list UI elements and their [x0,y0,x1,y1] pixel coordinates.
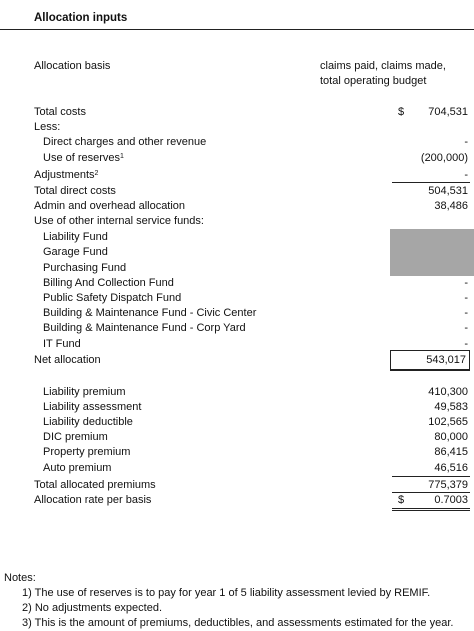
note-2: 2) No adjustments expected. [22,602,163,614]
allocation-basis-value-1: claims paid, claims made, [320,60,446,72]
allocation-rate-label: Allocation rate per basis [34,494,152,506]
dic-premium-value: 80,000 [434,431,468,443]
total-premiums-value: 775,379 [428,479,468,491]
bm-civic-label: Building & Maintenance Fund - Civic Center [43,307,257,319]
garage-fund-label: Garage Fund [43,246,108,258]
rate-top-line [392,492,470,493]
allocation-rate-currency: $ [398,494,405,506]
bm-corp-label: Building & Maintenance Fund - Corp Yard [43,322,246,334]
allocation-basis-label: Allocation basis [34,60,111,72]
billing-fund-label: Billing And Collection Fund [43,277,174,289]
allocation-rate-value: 0.7003 [434,494,468,506]
other-isf-label: Use of other internal service funds: [34,215,204,227]
use-of-reserves-label [43,152,124,165]
premiums-subtotal-line [392,476,470,477]
admin-overhead-label: Admin and overhead allocation [34,200,186,212]
direct-charges-value: - [464,136,468,148]
liability-deductible-label: Liability deductible [43,416,133,428]
title-divider [0,29,474,30]
dispatch-fund-label: Public Safety Dispatch Fund [43,292,182,304]
direct-charges-label: Direct charges and other revenue [43,136,207,148]
property-premium-label: Property premium [43,446,131,458]
dispatch-fund-value: - [464,292,468,304]
liability-assessment-value: 49,583 [434,401,468,413]
bm-civic-value: - [464,307,468,319]
total-direct-costs-value: 504,531 [428,185,468,197]
total-costs-value: 704,531 [428,106,468,118]
less-label: Less: [34,121,61,133]
it-fund-label: IT Fund [43,338,81,350]
note-3: 3) This is the amount of premiums, deductibles, and assessments estimated for the year. [22,617,454,629]
total-premiums-label: Total allocated premiums [34,479,156,491]
adjustments-text: Adjustments [34,169,95,181]
use-of-reserves-text: Use of reserves [43,152,121,164]
liability-fund-label: Liability Fund [43,231,108,243]
notes-heading: Notes: [4,572,36,584]
bm-corp-value: - [464,322,468,334]
auto-premium-label: Auto premium [43,462,112,474]
it-fund-value: - [464,338,468,350]
footnote-2-marker: 2 [94,170,99,177]
total-direct-costs-label: Total direct costs [34,185,116,197]
total-costs-currency: $ [398,106,405,118]
adjustments-label [34,169,98,182]
adjustments-value: - [464,169,468,181]
page-title: Allocation inputs [34,12,128,24]
liability-premium-value: 410,300 [428,386,468,398]
allocation-basis-value-2: total operating budget [320,75,427,87]
admin-overhead-value: 38,486 [434,200,468,212]
total-costs-label: Total costs [34,106,86,118]
subtotal-line [392,182,470,183]
net-allocation-box [390,350,470,371]
net-allocation-value: 543,017 [426,354,466,366]
footnote-1-marker: 1 [120,153,124,160]
purchasing-fund-label: Purchasing Fund [43,262,127,274]
liability-premium-label: Liability premium [43,386,126,398]
dic-premium-label: DIC premium [43,431,108,443]
auto-premium-value: 46,516 [434,462,468,474]
use-of-reserves-value: (200,000) [420,152,468,164]
net-allocation-label: Net allocation [34,354,101,366]
property-premium-value: 86,415 [434,446,468,458]
billing-fund-value: - [464,277,468,289]
rate-double-underline [392,508,470,511]
note-1: 1) The use of reserves is to pay for year 1 of 5 liability assessment levied by REMIF. [22,587,431,599]
shaded-cells [390,229,474,276]
liability-assessment-label: Liability assessment [43,401,142,413]
liability-deductible-value: 102,565 [428,416,468,428]
